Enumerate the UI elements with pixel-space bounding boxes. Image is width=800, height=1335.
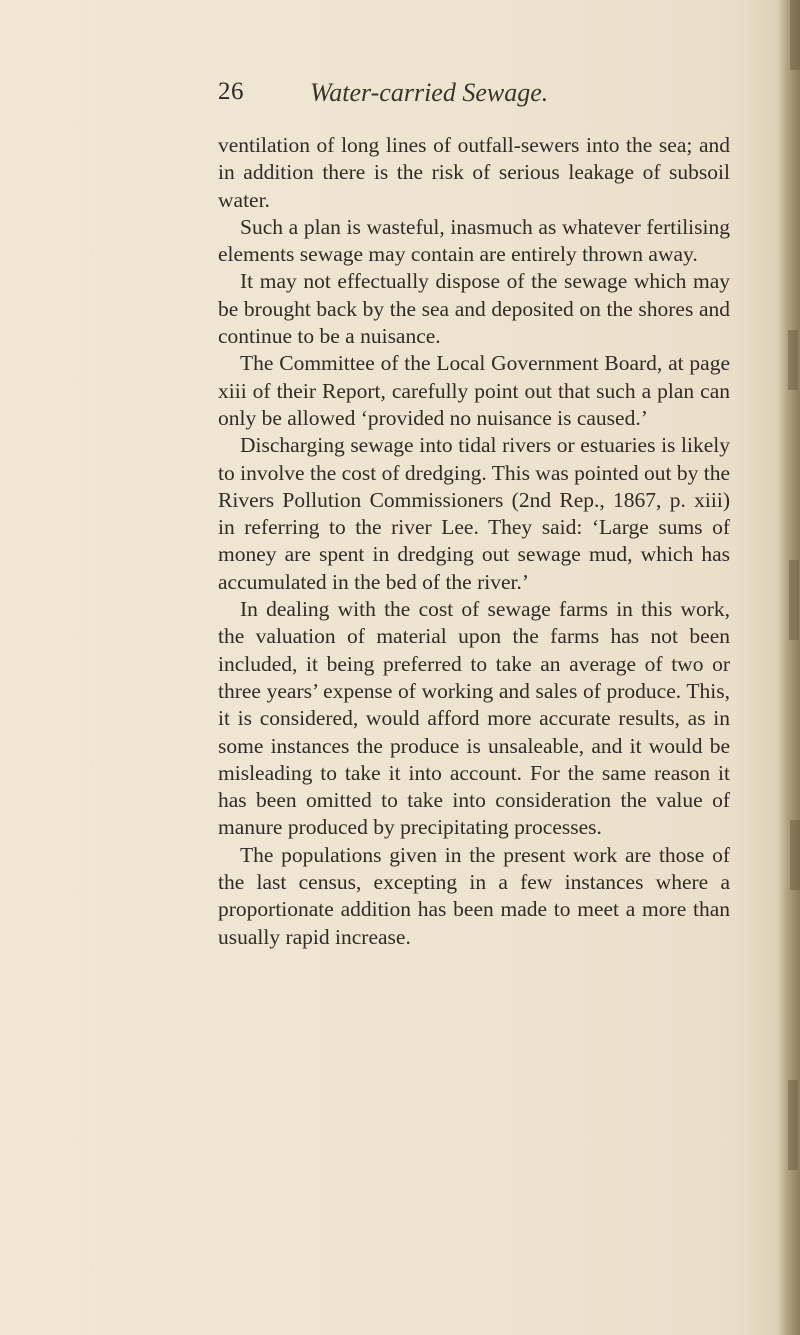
paragraph: The Committee of the Local Government Board, at page xiii of their Report, carefully point out that such a plan can only be allowed ‘provided no nuisance is caused.’	[218, 351, 730, 430]
paragraph: It may not effectually dispose of the sewage which may be brought back by the sea and deposited on the shores and continue to be a nuisance.	[218, 269, 730, 349]
page-edge-mark	[788, 1080, 798, 1170]
running-title: Water-carried Sewage.	[310, 78, 549, 107]
body-text	[218, 132, 730, 951]
paragraph: The populations given in the present work are those of the last census, excepting in a few instances where a proportionate addition has been made to meet a more than usually rapid increase.	[218, 842, 730, 949]
paragraph: ventilation of long lines of outfall-sewers into the sea; and in addition there is the risk of serious leakage of subsoil water.	[218, 133, 730, 212]
page-edge-mark	[790, 0, 800, 70]
running-head	[218, 78, 638, 112]
paragraph: In dealing with the cost of sewage farms in this work, the valuation of material upon the farms has not been included, it being preferred to take an average of two or three years’ expense of working and sales of produce. This, it is considered, would afford more accurate results, as in some instances the produce is unsaleable, and it would be misleading to take it into account. For the same reason it has been omitted to take into consideration the value of manure produced by precipitating processes.	[218, 597, 730, 840]
paragraph: Such a plan is wasteful, inasmuch as whatever fertilising elements sewage may contain are entirely thrown away.	[218, 214, 730, 267]
page-edge-shadow	[778, 0, 800, 1335]
page-edge-mark	[789, 560, 799, 640]
page-edge-mark	[790, 820, 800, 890]
page-number: 26	[218, 78, 244, 105]
paragraph: Discharging sewage into tidal rivers or estuaries is likely to involve the cost of dredging. This was pointed out by the Rivers Pollution Commissioners (2nd Rep., 1867, p. xiii) in referring to the river Lee. They said: ‘Large sums of money are spent in dredging out sewage mud, which has accumulated in the bed of the river.’	[218, 433, 730, 594]
page-edge-mark	[788, 330, 798, 390]
